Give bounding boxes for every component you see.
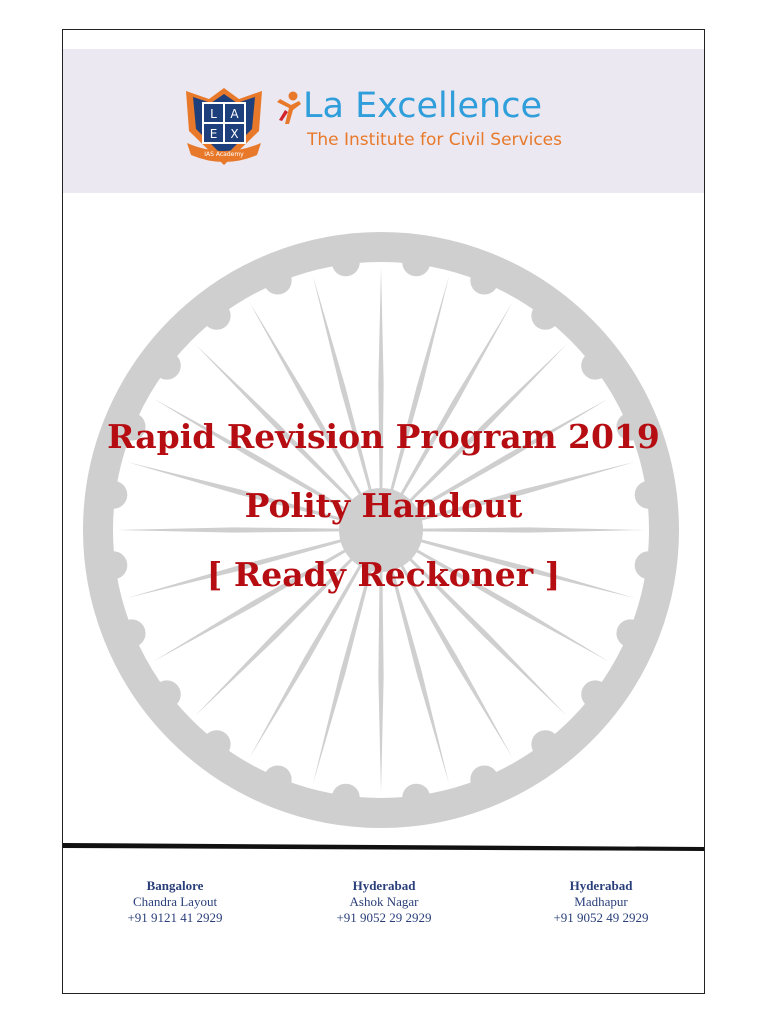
- chakra-scallop: [616, 619, 644, 647]
- chakra-scallop: [470, 765, 498, 793]
- chakra-spoke: [313, 568, 372, 784]
- chakra-scallop: [470, 267, 498, 295]
- chakra-scallop: [264, 765, 292, 793]
- office-bangalore: [75, 878, 275, 926]
- footer-rule: [63, 843, 705, 853]
- chakra-scallop: [118, 619, 146, 647]
- office-hyderabad-ashok-nagar: [284, 878, 484, 926]
- chakra-scallop: [531, 302, 559, 330]
- runner-logo-icon: [273, 90, 305, 128]
- office-area: Ashok Nagar: [349, 894, 419, 909]
- shield-ribbon-text: IAS Academy: [204, 151, 244, 158]
- office-phone: +91 9121 41 2929: [127, 910, 223, 925]
- chakra-scallop: [581, 352, 609, 380]
- title-line-1: Rapid Revision Program 2019: [107, 417, 660, 456]
- chakra-spoke: [378, 570, 383, 793]
- chakra-scallop: [153, 680, 181, 708]
- brand-block: [273, 86, 593, 156]
- chakra-scallop: [203, 302, 231, 330]
- office-city: Bangalore: [146, 878, 204, 893]
- office-hyderabad-madhapur: [501, 878, 701, 926]
- chakra-scallop: [153, 352, 181, 380]
- shield-letter: A: [230, 107, 239, 121]
- title-block: [63, 417, 704, 594]
- chakra-spoke: [390, 568, 449, 784]
- office-area: Chandra Layout: [132, 894, 218, 909]
- shield-letter: L: [210, 107, 217, 121]
- header-band: [63, 49, 704, 193]
- chakra-scallop: [332, 248, 360, 276]
- office-city: Hyderabad: [352, 878, 416, 893]
- chakra-scallop: [332, 784, 360, 812]
- chakra-scallop: [402, 248, 430, 276]
- chakra-scallop: [203, 730, 231, 758]
- shield-letter: E: [209, 127, 218, 141]
- brand-tagline: The Institute for Civil Services: [307, 130, 562, 150]
- title-line-3: [ Ready Reckoner ]: [206, 555, 561, 594]
- office-phone: +91 9052 49 2929: [553, 910, 649, 925]
- chakra-scallop: [531, 730, 559, 758]
- brand-name: La Excellence: [303, 86, 543, 126]
- chakra-scallop: [264, 267, 292, 295]
- chakra-scallop: [581, 680, 609, 708]
- shield-letter: X: [230, 127, 239, 141]
- title-line-2: Polity Handout: [244, 486, 523, 525]
- office-phone: +91 9052 29 2929: [336, 910, 432, 925]
- academy-shield-icon: [181, 85, 267, 169]
- chakra-scallop: [402, 784, 430, 812]
- office-city: Hyderabad: [569, 878, 633, 893]
- document-page: [62, 29, 705, 994]
- office-area: Madhapur: [574, 894, 628, 909]
